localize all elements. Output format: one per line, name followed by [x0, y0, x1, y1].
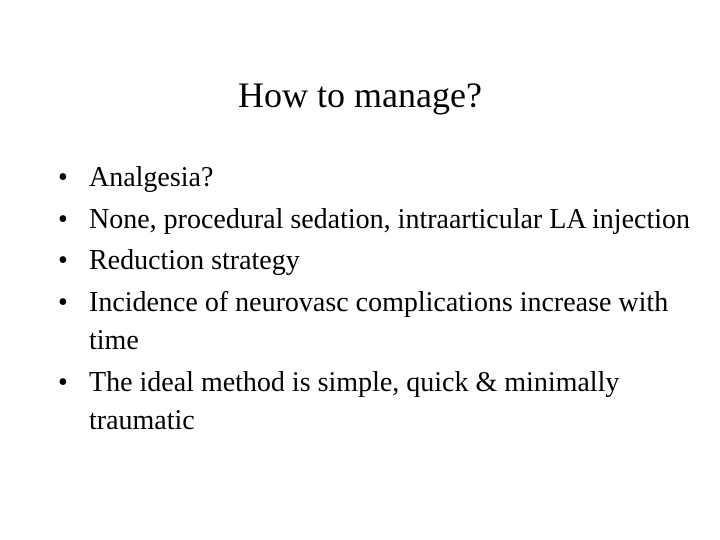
bullet-icon: •	[58, 245, 68, 276]
bullet-icon: •	[58, 203, 68, 235]
bullet-text: Incidence of neurovasc complications increase with time	[89, 286, 669, 356]
bullet-icon: •	[58, 366, 68, 398]
bullet-item	[58, 364, 698, 441]
bullet-list	[58, 159, 698, 444]
bullet-text: Reduction strategy	[89, 245, 300, 276]
bullet-item	[58, 159, 698, 198]
bullet-item	[58, 201, 698, 240]
bullet-text: Analgesia?	[89, 162, 214, 193]
bullet-text: The ideal method is simple, quick & minimally traumatic	[89, 366, 620, 436]
bullet-icon: •	[58, 286, 68, 318]
bullet-item	[58, 242, 698, 281]
bullet-text: None, procedural sedation, intraarticular LA injection	[89, 203, 691, 235]
bullet-icon: •	[58, 162, 68, 193]
slide-title: How to manage?	[238, 75, 482, 115]
bullet-item	[58, 284, 698, 361]
